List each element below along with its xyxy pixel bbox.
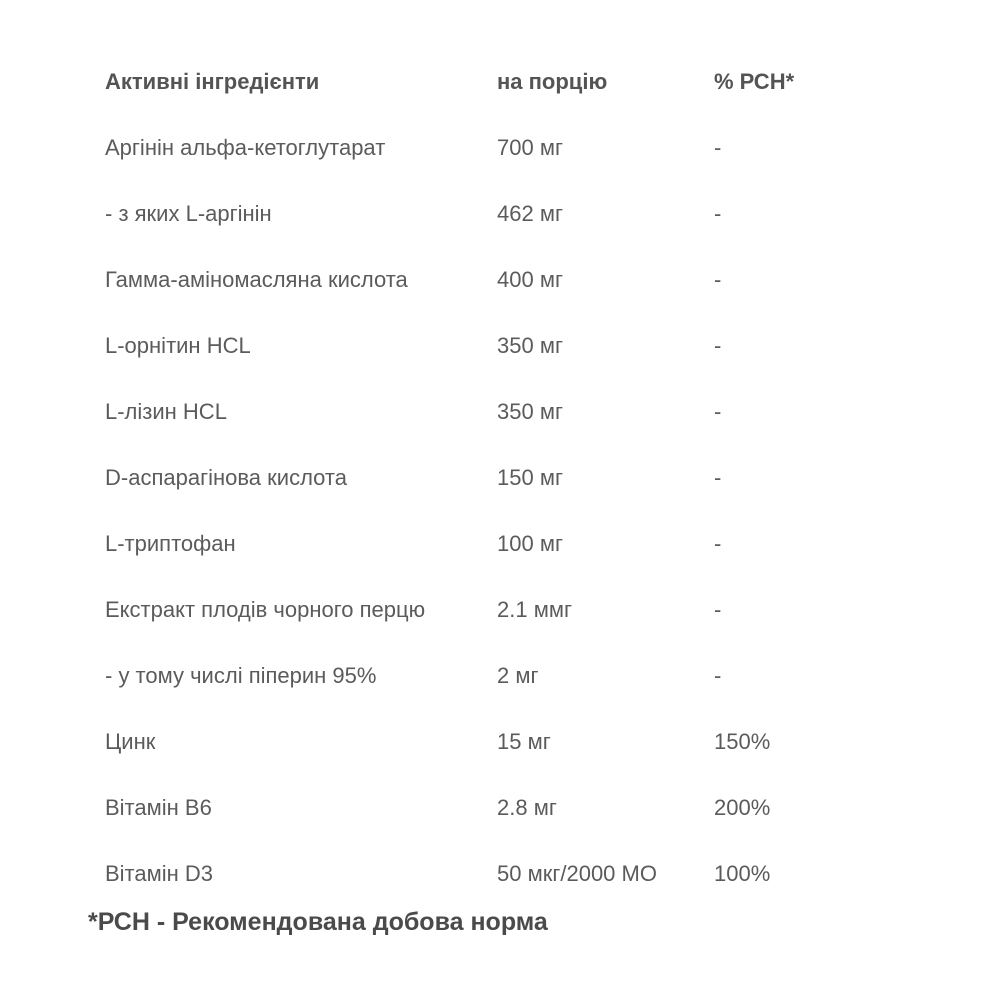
nutrition-table (105, 49, 805, 907)
amount-cell: 400 мг (497, 267, 563, 292)
amount-cell: 2.1 ммг (497, 597, 572, 622)
footnote: *РСН - Рекомендована добова норма (88, 908, 548, 936)
rdi-cell: - (714, 531, 722, 556)
ingredient-cell: Вітамін D3 (105, 861, 214, 886)
rdi-cell: - (714, 597, 722, 622)
rdi-cell: - (714, 399, 722, 424)
rdi-cell: - (714, 465, 722, 490)
amount-cell: 100 мг (497, 531, 563, 556)
amount-cell: 15 мг (497, 729, 551, 754)
ingredient-cell: L-орнітин HCL (105, 333, 251, 358)
table-body (105, 115, 805, 907)
ingredient-cell: L-триптофан (105, 531, 236, 556)
rdi-cell: - (714, 267, 722, 292)
rdi-cell: - (714, 201, 722, 226)
table-row (105, 577, 805, 643)
amount-cell: 50 мкг/2000 МО (497, 861, 657, 886)
table-row (105, 115, 805, 181)
table-row (105, 709, 805, 775)
amount-cell: 700 мг (497, 135, 563, 160)
amount-cell: 350 мг (497, 399, 563, 424)
ingredient-cell: Цинк (105, 729, 156, 754)
ingredient-cell: Аргінін альфа-кетоглутарат (105, 135, 386, 160)
table-row (105, 313, 805, 379)
ingredient-cell: Гамма-аміномасляна кислота (105, 267, 408, 292)
table-row (105, 445, 805, 511)
table-header-row (105, 49, 805, 115)
amount-cell: 2.8 мг (497, 795, 557, 820)
rdi-cell: - (714, 663, 722, 688)
rdi-cell: 100% (714, 861, 771, 886)
amount-cell: 2 мг (497, 663, 539, 688)
amount-cell: 150 мг (497, 465, 563, 490)
table-row (105, 841, 805, 907)
amount-cell: 350 мг (497, 333, 563, 358)
header-rdi: % РСН* (714, 69, 795, 94)
ingredient-cell: - у тому числі піперин 95% (105, 663, 377, 688)
table-row (105, 379, 805, 445)
table-row (105, 775, 805, 841)
rdi-cell: - (714, 135, 722, 160)
rdi-cell: 150% (714, 729, 771, 754)
table-row (105, 643, 805, 709)
ingredient-cell: L-лізин HCL (105, 399, 227, 424)
ingredient-cell: - з яких L-аргінін (105, 201, 272, 226)
table-row (105, 511, 805, 577)
header-ingredient: Активні інгредієнти (105, 69, 320, 94)
rdi-cell: - (714, 333, 722, 358)
ingredient-cell: Вітамін В6 (105, 795, 212, 820)
table-row (105, 247, 805, 313)
header-per-serving: на порцію (497, 69, 608, 94)
rdi-cell: 200% (714, 795, 771, 820)
ingredient-cell: D-аспарагінова кислота (105, 465, 347, 490)
amount-cell: 462 мг (497, 201, 563, 226)
table-row (105, 181, 805, 247)
ingredient-cell: Екстракт плодів чорного перцю (105, 597, 426, 622)
